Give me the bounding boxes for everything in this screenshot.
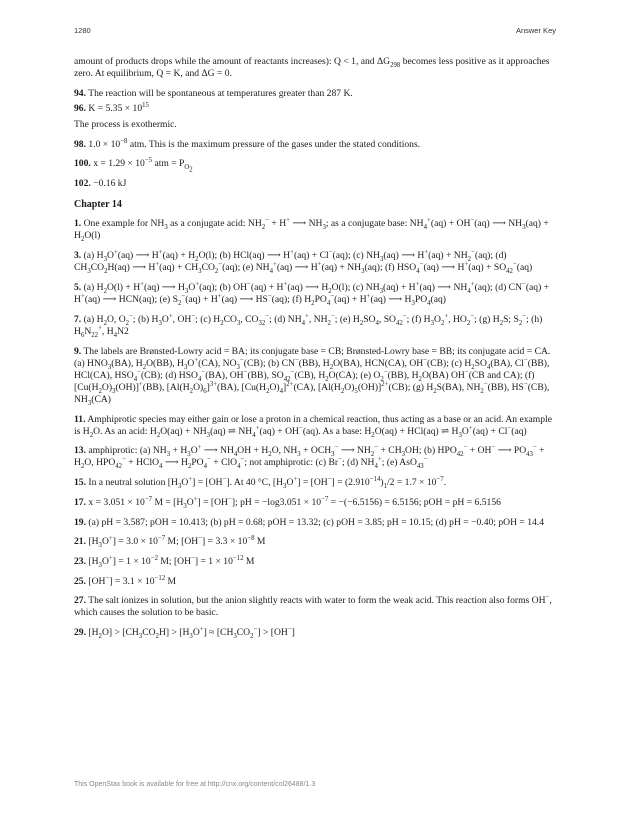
answer-1: 1. One example for $NH_3$ as a conjugate acid: $NH_2^- + H^+$ ⟶ $NH_3$; as a conjugate base: $NH_4^+(aq) + OH^-(aq)$ ⟶ $NH_3(aq) + H_2O(l)$: [74, 217, 549, 244]
answer-17: 17. $x = 3.051 \times 10^{-7}$ $M = [H_3O^+] = [OH^-]$; pH = $-\log 3.051 \times 10^{-7} = -(-6.5156) = 6.5156$; pOH = pH = 6.5156: [74, 495, 501, 510]
answer-94: 94. The reaction will be spontaneous at temperatures greater than 287 K.: [74, 87, 353, 99]
answer-9: 9. The labels are Brønsted-Lowry acid = BA; its conjugate base = CB; Brønsted-Lowry base = BB; its conjugate acid = CA. (a) $HNO_3(BA)$, $H_2O(BB)$, $H_3O^+(CA)$, $NO_3^-(CB)$; (b) CN−(BB), $H_2O(BA)$, HCN(CA), OH−(CB); (c) $H_2SO_4(BA)$, Cl−(BB), HCl(CA), $HSO_4^-(CB)$; (d) $HSO_4^-(BA)$, OH−(BB), $SO_{42}^-(CB)$, $H_2O(CA)$; (e) $O_2^-(BB)$, $H_2O(BA)$ OH−(CB and CA); (f) $[Cu(H_2O)_3(OH)]^+(BB)$, $[Al(H_2O)_6]^{3+}(BA)$, $[Cu(H_2O)_4]^{2+}(CA)$, $[Al(H_2O)_5(OH)]^{2+}(CB)$; (g) $H_2S(BA)$, $NH_2^-(BB)$, HS−(CB), $NH_3(CA)$: [74, 345, 551, 407]
answer-27: 27. The salt ionizes in solution, but the anion slightly reacts with water to form the weak acid. This reaction also forms OH−, which causes the solution to be basic.: [74, 594, 552, 619]
answer-5: 5. (a) $H_2O(l) + H^+(aq)$ ⟶ $H_3O^+(aq)$; (b) OH−(aq) + H+(aq) ⟶ $H_2O(l)$; (c) $NH_3(aq) + H^+(aq)$ ⟶ $NH_4^+(aq)$; (d) CN−(aq) + H+(aq) ⟶ HCN(aq); (e) $S_2^-(aq) + H^+(aq)$ ⟶ HS−(aq); (f) $H_2PO_4^-(aq) + H^+(aq)$ ⟶ $H_3PO_4(aq)$: [74, 280, 550, 307]
running-title: Answer Key: [515, 26, 556, 35]
answer-15: 15. In a neutral solution $[H_3O^+] = [OH^-]$. At 40 °C, $[H_3O^+] = [OH^-] = (2.910^{-14})_1/2 = 1.7 \times 10^{-7}$.: [74, 475, 447, 491]
answer-23: 23. $[H_3O^+] = 1 \times 10^{-2}$ M; $[OH^-] = 1 \times 10^{-12}$ M: [74, 554, 255, 569]
chapter-heading: Chapter 14: [74, 199, 122, 211]
answer-19: 19. (a) pH = 3.587; pOH = 10.413; (b) pH = 0.68; pOH = 13.32; (c) pOH = 3.85; pH = 10.15; (d) pH = −0.40; pOH = 14.4: [74, 516, 544, 528]
page-number: 1280: [74, 26, 91, 35]
answer-7: 7. (a) $H_2O$, $O_2^-$; (b) $H_3O^+$, OH−; (c) $H_2CO_3$, $CO_{32}^-$; (d) $NH_4^+$, $NH_2^-$; (e) $H_2SO_4$, $SO_{42}^-$; (f) $H_3O_2^+$, $HO_2^-$; (g) $H_2S$; $S_2^-$; (h) $H_6N_{22}^+$, $H_4N2$: [74, 312, 543, 339]
answer-13: 13. amphiprotic: (a) $NH_3 + H_3O^+$ ⟶ $NH_4OH + H_2O$, $NH_3 + OCH_3^-$ ⟶ $NH_2^- + CH_3OH$; (b) $HPO_{42}^- + OH^-$ ⟶ $PO_{43}^- + H_2O$, $HPO_{42}^-$ + HClO$_4$ ⟶ $H_2PO_4^- + ClO_4^-$; not amphiprotic: (c) Br−; (d) $NH_4^+$; (e) AsO$_{43}$−: [74, 444, 545, 471]
footer-note: This OpenStax book is available for free at http://cnx.org/content/col26488/1.3: [74, 781, 316, 788]
answer-98: 98. $1.0 \times 10^{-8}$ atm. This is the maximum pressure of the gases under the stated conditions.: [74, 137, 421, 150]
answer-25: 25. $[OH^-] = 3.1 \times 10^{-12}$ M: [74, 574, 177, 587]
answer-3: 3. (a) $H_3O^+(aq)$ ⟶ $H^+(aq) + H_2O(l)$; (b) HCl(aq) ⟶ H+(aq) + Cl−(aq); (c) $NH_3(aq)$ ⟶ $H^+(aq) + NH_2^-(aq)$; (d) $CH_3CO_2H(aq)$ ⟶ $H^+(aq) + CH_3CO_2^-(aq)$; (e) $NH_4^+(aq)$ ⟶ $H^+(aq) + NH_3(aq)$; (f) $HSO_4^-(aq)$ ⟶ $H^+(aq) + SO_{42}^-(aq)$: [74, 248, 533, 276]
answer-102: 102. −0.16 kJ: [74, 178, 127, 190]
answer-96: 96. $K = 5.35 \times 10^{15}$: [74, 102, 149, 115]
answer-100: 100. $x = 1.29 \times 10^{-5}$ atm = $P_{O_2}$: [74, 157, 193, 174]
answer-29: 29. $[H_2O] > [CH_3CO_2H] > [H_3O^+] \approx [CH_3CO_2^-] > [OH^-]$: [74, 625, 295, 640]
answer-96-note: The process is exothermic.: [74, 118, 177, 130]
answer-11: 11. Amphiprotic species may either gain or lose a proton in a chemical reaction, thus acting as a base or an acid. An example is $H_2O$. As an acid: $H_2O(aq) + NH_3(aq)$ ⇌ $NH_4^+(aq) + OH^-(aq)$. As a base: $H_2O(aq) + HCl(aq)$ ⇌ $H_3O^+(aq) + Cl^-(aq)$: [74, 413, 552, 439]
answer-21: 21. $[H_3O^+] = 3.0 \times 10^{-7}$ M; $[OH^-] = 3.3 \times 10^{-8}$ M: [74, 535, 266, 550]
intro-paragraph: amount of products drops while the amount of reactants increases): Q < 1, and $\Delta G_{298}$ becomes less positive as it approaches zero. At equilibrium, Q = K, and ΔG = 0.: [74, 56, 550, 80]
answer-key-body: [74, 56, 556, 647]
